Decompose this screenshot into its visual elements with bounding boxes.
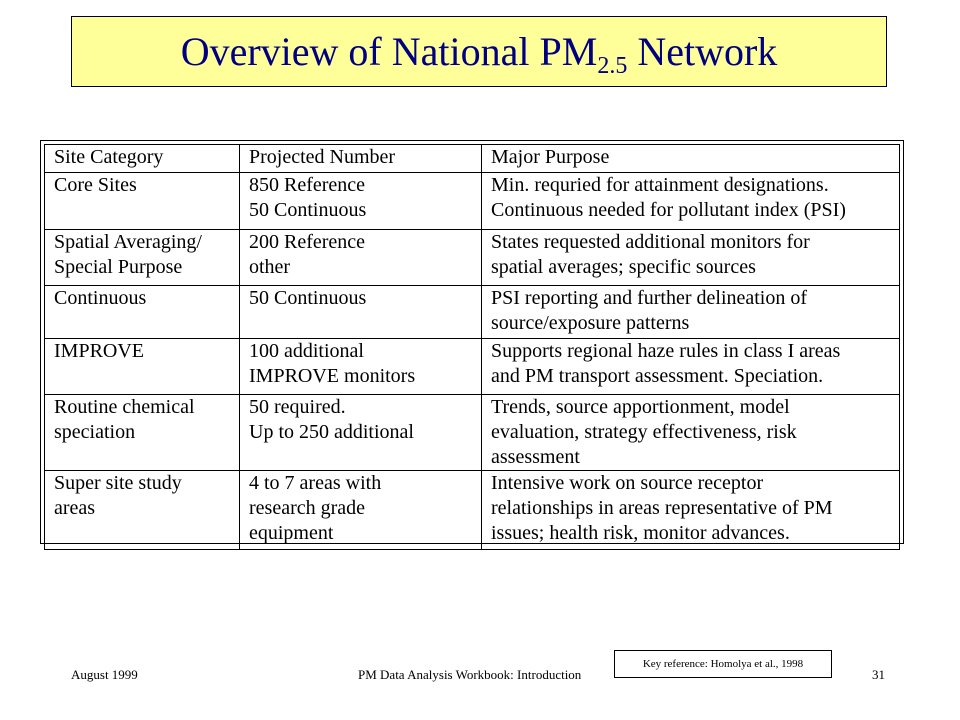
footer-title: PM Data Analysis Workbook: Introduction [358,667,582,682]
title-subscript: 2.5 [597,52,628,79]
cell-projected-number [240,286,482,339]
table-row [45,339,900,395]
table-row [45,286,900,339]
cell-line: research grade [249,497,366,519]
cell-line: Special Purpose [54,256,183,278]
cell-line: Continuous [54,287,147,309]
cell-line: Intensive work on source receptor [491,472,764,494]
table-row [45,230,900,286]
cell-projected-number [240,339,482,395]
cell-site-category [45,471,240,550]
key-reference: Key reference: Homolya et al., 1998 [642,658,804,670]
cell-line: IMPROVE monitors [249,365,416,387]
cell-line: 50 Continuous [249,287,367,309]
cell-line: and PM transport assessment. Speciation. [491,365,824,387]
cell-major-purpose [482,471,900,550]
cell-line: Core Sites [54,174,137,196]
page-number: 31 [872,667,885,682]
cell-line: IMPROVE [54,340,145,362]
title-box [71,16,887,87]
network-table-frame [40,140,904,544]
cell-line: relationships in areas representative of PM [491,497,833,519]
cell-projected-number [240,395,482,471]
cell-line: PSI reporting and further delineation of [491,287,808,309]
cell-line: Supports regional haze rules in class I areas [491,340,841,362]
cell-line: equipment [249,522,334,544]
header-projected-number: Projected Number [240,145,482,173]
cell-line: Spatial Averaging/ [54,231,202,253]
key-reference-box [614,650,832,678]
cell-major-purpose [482,395,900,471]
cell-site-category [45,339,240,395]
table-row [45,173,900,230]
cell-line: 100 additional [249,340,364,362]
cell-site-category [45,173,240,230]
cell-major-purpose [482,339,900,395]
cell-line: other [249,256,291,278]
cell-major-purpose [482,286,900,339]
network-table [44,144,900,550]
cell-major-purpose [482,173,900,230]
cell-line: Routine chemical [54,396,195,418]
cell-line: areas [54,497,96,519]
cell-line: States requested additional monitors for [491,231,810,253]
cell-line: 200 Reference [249,231,366,253]
cell-projected-number [240,471,482,550]
cell-line: source/exposure patterns [491,312,690,334]
title-suffix: Network [627,28,778,74]
cell-line: Trends, source apportionment, model [491,396,790,418]
slide-title [180,28,778,79]
cell-line: 850 Reference [249,174,366,196]
cell-projected-number [240,230,482,286]
cell-line: 50 Continuous [249,199,367,221]
cell-line: issues; health risk, monitor advances. [491,522,790,544]
title-main: Overview of National PM [180,28,598,74]
cell-line: evaluation, strategy effectiveness, risk [491,421,797,443]
cell-line: assessment [491,446,580,468]
cell-line: Up to 250 additional [249,421,414,443]
cell-line: Super site study [54,472,182,494]
cell-site-category [45,286,240,339]
cell-projected-number [240,173,482,230]
header-row [45,145,900,173]
header-site-category: Site Category [45,145,240,173]
cell-line: 4 to 7 areas with [249,472,382,494]
cell-site-category [45,395,240,471]
footer-date: August 1999 [71,667,138,682]
cell-major-purpose [482,230,900,286]
cell-line: Continuous needed for pollutant index (PSI) [491,199,846,221]
cell-line: 50 required. [249,396,346,418]
cell-site-category [45,230,240,286]
cell-line: speciation [54,421,136,443]
cell-line: Min. requried for attainment designations. [491,174,829,196]
cell-line: spatial averages; specific sources [491,256,756,278]
header-major-purpose: Major Purpose [482,145,900,173]
table-row [45,471,900,550]
table-row [45,395,900,471]
